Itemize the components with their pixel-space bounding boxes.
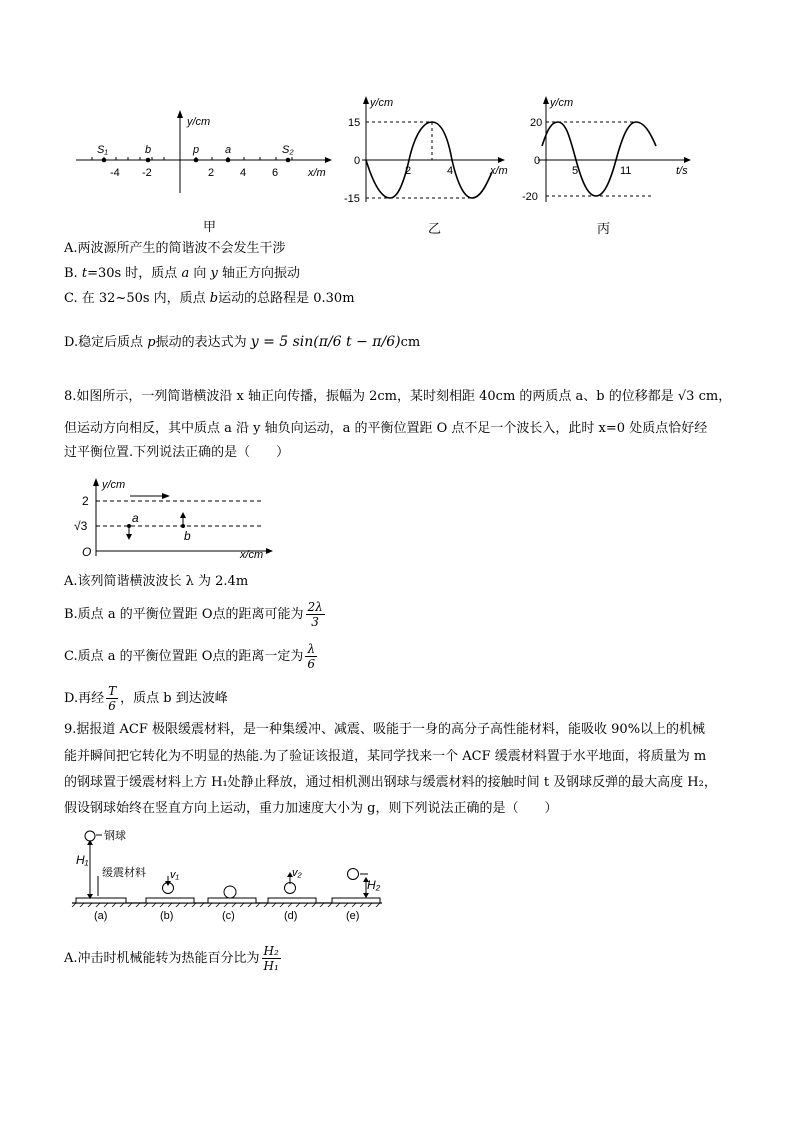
q8-option-a: A.该列简谐横波波长 λ 为 2.4m — [64, 574, 249, 589]
q8-point-a: a — [132, 511, 139, 525]
bing-y-tick: 20 — [530, 117, 543, 129]
bing-wave — [542, 122, 656, 196]
yi-y-label: y/cm — [370, 97, 394, 109]
q9-panel-label: (d) — [284, 910, 298, 922]
bing-x-label: t/s — [676, 165, 688, 177]
q9-ball-label: 钢球 — [104, 830, 126, 842]
yi-x-tick: 2 — [405, 165, 412, 177]
q8-tick-sqrt3: √3 — [74, 519, 88, 533]
caption-jia: 甲 — [203, 220, 217, 235]
q9-option-a: A.冲击时机械能转为热能百分比为 $\frac{\text{H₂}}{\text{H₁}}$ — [64, 944, 279, 973]
caption-yi: 乙 — [428, 222, 442, 237]
q9-panel-label: (e) — [346, 910, 360, 922]
q9-h2-label: H₂ — [367, 878, 381, 892]
jia-tick: -4 — [110, 167, 120, 179]
q9-figure — [70, 826, 388, 922]
q9-v1-label: v₁ — [170, 869, 179, 881]
jia-tick: 4 — [240, 167, 247, 179]
jia-tick: -2 — [142, 167, 152, 179]
q9-stem-1: 9.据报道 ACF 极限缓震材料，是一种集缓冲、减震、吸能于一身的高分子高性能材料，能吸收 90%以上的机械 — [64, 722, 706, 737]
q8-tick-2: 2 — [82, 494, 89, 508]
figure-yi — [342, 94, 512, 209]
q7-option-c: C. 在 32~50s 内，质点 b运动的总路程是 0.30m — [64, 291, 355, 306]
point-label: S₁ — [97, 144, 108, 156]
point-label: b — [145, 144, 152, 156]
q8-option-c: C.质点 a 的平衡位置距 O点的距离一定为 $\frac{\lambda}{6}$ — [64, 642, 316, 671]
figure-jia — [70, 108, 340, 198]
jia-y-label: y/cm — [187, 116, 211, 128]
yi-y-tick: -15 — [344, 193, 360, 205]
q9-v2-label: v₂ — [292, 867, 302, 879]
q9-h1-label: H₁ — [76, 853, 89, 867]
q8-x-label: x/cm — [240, 549, 264, 561]
q7-option-b: B. t=30s 时，质点 a 向 y 轴正方向振动 — [64, 266, 300, 281]
bing-y-label: y/cm — [550, 97, 574, 109]
q7-option-a: A.两波源所产生的简谐波不会发生干涉 — [64, 241, 286, 256]
q9-panel-label: (c) — [222, 910, 235, 922]
q7-formula: y = 5 sin(π/6 t − π/6) — [250, 334, 401, 350]
bing-x-tick: 11 — [620, 165, 632, 177]
point-label: S₂ — [282, 144, 294, 156]
q8-point-b: b — [184, 529, 191, 543]
q8-figure — [72, 476, 277, 566]
point-label: a — [225, 144, 232, 156]
bing-y-tick: -20 — [522, 191, 538, 203]
q7-option-d: D.稳定后质点 p振动的表达式为 y = 5 sin(π/6 t − π/6)cm — [64, 334, 421, 350]
jia-x-label: x/m — [308, 167, 326, 179]
bing-y-tick: 0 — [534, 155, 541, 167]
q9-stem-2: 能并瞬间把它转化为不明显的热能.为了验证该报道，某同学找来一个 ACF 缓震材料置于水平地面，将质量为 m — [64, 749, 707, 764]
yi-x-tick: 4 — [447, 165, 454, 177]
jia-tick: 6 — [272, 167, 279, 179]
q9-panel-label: (a) — [94, 910, 108, 922]
figure-bing — [520, 94, 700, 209]
q9-stem-3: 的钢球置于缓震材料上方 H₁处静止释放，通过相机测出钢球与缓震材料的接触时间 t 及钢球反弹的最大高度 H₂， — [64, 775, 717, 790]
q8-stem-2: 但运动方向相反，其中质点 a 沿 y 轴负向运动，a 的平衡位置距 O 点不足一个波长入，此时 x=0 处质点恰好经 — [64, 421, 708, 436]
q9-panel-label: (b) — [160, 910, 174, 922]
bing-x-tick: 5 — [572, 165, 579, 177]
caption-bing: 丙 — [597, 222, 611, 237]
yi-x-label: x/m — [490, 165, 508, 177]
q8-stem-1: 8.如图所示，一列简谐横波沿 x 轴正向传播，振幅为 2cm，某时刻相距 40cm 的两质点 a、b 的位移都是 √3 cm， — [64, 389, 732, 404]
q9-stem-4: 假设钢球始终在竖直方向上运动，重力加速度大小为 g，则下列说法正确的是（ ） — [64, 801, 558, 816]
q8-y-label: y/cm — [102, 479, 126, 491]
q8-option-b: B.质点 a 的平衡位置距 O点的距离可能为 $\frac{2\lambda}{3}$ — [64, 600, 323, 629]
jia-tick: 2 — [208, 167, 215, 179]
yi-y-tick: 15 — [348, 117, 361, 129]
point-label: p — [193, 144, 200, 156]
q8-origin: O — [82, 545, 92, 559]
yi-y-tick: 0 — [354, 155, 361, 167]
q8-stem-3: 过平衡位置.下列说法正确的是（ ） — [64, 445, 290, 460]
q8-option-d: D.再经 $\frac{T}{6}$ ，质点 b 到达波峰 — [64, 684, 228, 713]
q9-material-label: 缓震材料 — [102, 867, 146, 879]
